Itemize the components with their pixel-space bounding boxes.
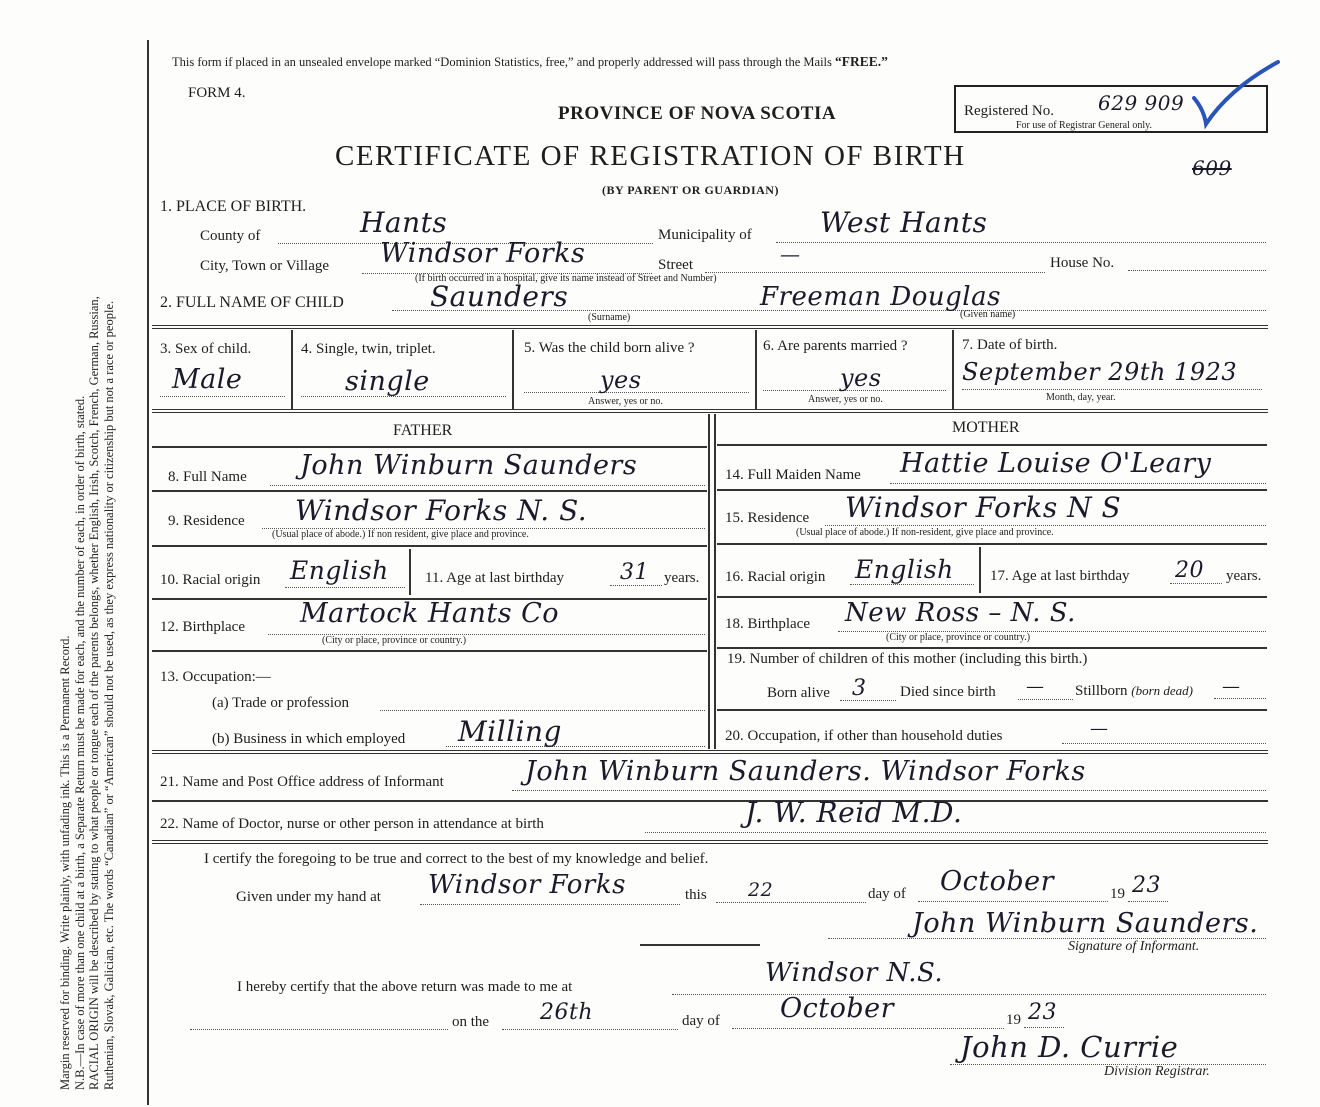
mother-children-label: 19. Number of children of this mother (including this birth.) <box>727 651 1088 667</box>
mother-heading: MOTHER <box>952 419 1020 436</box>
given-label: Given under my hand at <box>236 889 381 905</box>
margin-line-2: N.B.—In case of more than one child at a birth, a Separate Return must be made for each, and the number of each, in order of birth, stated. <box>72 395 87 1090</box>
registered-value: 629 909 <box>1098 91 1185 115</box>
father-birthplace-caption: (City or place, province or country.) <box>322 635 467 646</box>
year-prefix: 19 <box>1110 886 1125 902</box>
mother-heading-rule <box>717 444 1267 446</box>
certificate-title: CERTIFICATE OF REGISTRATION OF BIRTH <box>335 140 966 172</box>
doctor-value: J. W. Reid M.D. <box>745 796 963 829</box>
father-name-value: John Winburn Saunders <box>300 450 638 481</box>
place-of-birth-heading: 1. PLACE OF BIRTH. <box>160 198 307 215</box>
registrar-day-line <box>502 1029 678 1030</box>
mother-birthplace-rule <box>717 647 1267 649</box>
mother-age-value: 20 <box>1175 558 1204 583</box>
mother-racial-value: English <box>855 555 954 584</box>
registered-label: Registered No. <box>964 103 1054 119</box>
on-the-label: on the <box>452 1014 490 1030</box>
father-residence-value: Windsor Forks N. S. <box>295 494 588 527</box>
registrar-place-line <box>672 994 1266 995</box>
sex-value: Male <box>172 364 243 395</box>
registrar-year-line <box>1024 1027 1064 1028</box>
stillborn-note: (born dead) <box>1131 683 1194 698</box>
sex-label: 3. Sex of child. <box>160 341 252 357</box>
child-name-label: 2. FULL NAME OF CHILD <box>160 294 344 311</box>
father-residence-caption: (Usual place of abode.) If non resident, give place and province. <box>272 529 529 540</box>
month-value: October <box>940 866 1055 897</box>
dob-label: 7. Date of birth. <box>962 337 1058 353</box>
alive-value: yes <box>600 366 642 394</box>
father-mother-divider-left <box>708 414 710 749</box>
street-value: — <box>780 242 801 266</box>
divider-row-4 <box>152 750 1268 754</box>
house-label: House No. <box>1050 255 1115 271</box>
father-name-line <box>270 485 705 486</box>
father-birthplace-label: 12. Birthplace <box>160 619 245 635</box>
born-alive-line <box>840 700 896 701</box>
hospital-note: (If birth occurred in a hospital, give its name instead of Street and Number) <box>415 273 717 284</box>
stillborn-line <box>1214 698 1266 699</box>
municipality-value: West Hants <box>820 206 988 239</box>
province-heading: PROVINCE OF NOVA SCOTIA <box>558 103 837 124</box>
father-birthplace-value: Martock Hants Co <box>300 598 560 629</box>
dob-value: September 29th 1923 <box>962 358 1238 386</box>
registrar-day-of-label: day of <box>682 1013 720 1029</box>
father-occupation-label: 13. Occupation:— <box>160 669 271 685</box>
registrar-year-prefix: 19 <box>1006 1012 1021 1028</box>
county-label: County of <box>200 228 261 244</box>
father-business-label: (b) Business in which employed <box>212 731 406 747</box>
married-value: yes <box>840 364 882 392</box>
divider-row-5 <box>152 840 1268 844</box>
father-name-rule <box>152 490 707 492</box>
col-divider-4 <box>512 330 514 410</box>
alive-caption: Answer, yes or no. <box>588 396 663 407</box>
registrar-lead-line <box>190 1029 448 1030</box>
margin-border <box>147 40 149 1105</box>
born-alive-label: Born alive <box>767 685 830 701</box>
mail-note-free: “FREE.” <box>835 54 888 69</box>
informant-rule <box>152 800 1268 802</box>
father-name-label: 8. Full Name <box>168 469 247 485</box>
certify-statement: I certify the foregoing to be true and correct to the best of my knowledge and belief. <box>204 851 709 867</box>
doctor-line <box>645 832 1266 833</box>
mother-residence-value: Windsor Forks N S <box>845 491 1122 524</box>
mother-residence-line <box>825 525 1266 526</box>
stillborn-label <box>1075 683 1193 700</box>
mother-birthplace-value: New Ross – N. S. <box>845 598 1076 628</box>
month-line <box>918 901 1108 902</box>
informant-value: John Winburn Saunders. Windsor Forks <box>525 756 1086 787</box>
county-value: Hants <box>360 206 448 239</box>
street-line <box>705 272 1045 273</box>
registrar-statement: I hereby certify that the above return was made to me at <box>237 979 573 995</box>
dob-caption: Month, day, year. <box>1046 392 1116 403</box>
doctor-label: 22. Name of Doctor, nurse or other person in attendance at birth <box>160 816 544 832</box>
father-racial-divider <box>409 549 411 595</box>
city-value: Windsor Forks <box>380 238 586 269</box>
margin-line-1: Margin reserved for binding. Write plainly, with unfading ink. This is a Permanent Record. <box>58 635 72 1090</box>
died-value: — <box>1026 676 1045 697</box>
mother-occupation-line <box>1062 743 1266 744</box>
checkmark-icon <box>1190 58 1282 130</box>
mail-note-text: This form if placed in an unsealed envelope marked “Dominion Statistics, free,” and properly addressed will pass through the Mails <box>172 55 832 69</box>
plurality-value: single <box>345 366 430 397</box>
mother-occupation-label: 20. Occupation, if other than household duties <box>725 728 1003 744</box>
informant-label: 21. Name and Post Office address of Informant <box>160 774 444 790</box>
mother-residence-rule <box>717 543 1267 545</box>
registrar-month-line <box>732 1028 1004 1029</box>
divider-row-3 <box>152 409 1268 413</box>
father-business-value: Milling <box>458 715 562 748</box>
margin-line-3 <box>87 50 102 1090</box>
father-residence-label: 9. Residence <box>168 513 245 529</box>
mother-years-label: years. <box>1226 568 1262 584</box>
married-caption: Answer, yes or no. <box>808 394 883 405</box>
died-line <box>1018 699 1073 700</box>
father-age-value: 31 <box>620 560 649 585</box>
this-label: this <box>685 887 707 903</box>
divider-row-2 <box>152 325 1268 329</box>
father-racial-line <box>285 587 405 588</box>
col-divider-3 <box>291 330 293 410</box>
born-alive-value: 3 <box>852 676 867 701</box>
mother-residence-label: 15. Residence <box>725 510 810 526</box>
margin-line-4: Ruthenian, Slovak, Galician, etc. The words “Canadian” or “American” should not be used, as they express nationality or citizenship but not a race or people. <box>101 300 116 1090</box>
registrar-month-value: October <box>780 993 895 1024</box>
registrar-place-value: Windsor N.S. <box>765 958 944 988</box>
plurality-label: 4. Single, twin, triplet. <box>301 341 436 357</box>
father-birthplace-rule <box>152 650 707 652</box>
mother-name-value: Hattie Louise O'Leary <box>900 448 1212 479</box>
mother-age-label: 17. Age at last birthday <box>990 568 1130 584</box>
year-line <box>1128 901 1168 902</box>
corner-number: 609 <box>1192 156 1232 180</box>
father-age-label: 11. Age at last birthday <box>425 570 564 586</box>
dob-line <box>962 389 1262 390</box>
mother-birthplace-label: 18. Birthplace <box>725 616 810 632</box>
father-residence-rule <box>152 545 707 547</box>
year-value: 23 <box>1132 873 1161 898</box>
father-racial-value: English <box>290 556 389 585</box>
informant-signature: John Winburn Saunders. <box>912 908 1259 939</box>
registrar-note: For use of Registrar General only. <box>1016 120 1152 131</box>
mother-age-line <box>1170 583 1222 584</box>
alive-label: 5. Was the child born alive ? <box>524 340 695 356</box>
municipality-label: Municipality of <box>658 227 752 243</box>
registrar-signature: John D. Currie <box>960 1030 1179 1064</box>
signature-short-rule <box>640 944 760 946</box>
registrar-signature-caption: Division Registrar. <box>1104 1064 1210 1079</box>
mail-note <box>172 54 888 70</box>
stillborn-value: — <box>1222 676 1241 697</box>
registrar-day-value: 26th <box>540 1000 594 1025</box>
sex-line <box>160 396 285 397</box>
surname-caption: (Surname) <box>588 312 631 323</box>
mother-racial-divider <box>979 547 981 593</box>
child-given-name: Freeman Douglas <box>760 282 1001 312</box>
day-line <box>716 902 866 903</box>
col-divider-5 <box>755 330 757 410</box>
mother-racial-line <box>850 584 974 585</box>
father-age-line <box>610 585 662 586</box>
child-surname: Saunders <box>430 280 569 313</box>
street-label: Street <box>658 257 693 273</box>
father-racial-label: 10. Racial origin <box>160 572 261 588</box>
given-place-line <box>420 904 680 905</box>
day-value: 22 <box>748 879 774 901</box>
mother-birthplace-caption: (City or place, province or country.) <box>886 632 1031 643</box>
mother-children-rule <box>717 709 1267 711</box>
informant-signature-caption: Signature of Informant. <box>1068 939 1200 954</box>
father-heading-rule <box>152 446 707 448</box>
father-trade-line <box>380 710 705 711</box>
stillborn-text: Stillborn <box>1075 683 1128 699</box>
informant-line <box>512 790 1266 791</box>
father-mother-divider-right <box>714 414 716 749</box>
died-label: Died since birth <box>900 684 996 700</box>
mother-occupation-value: — <box>1090 718 1109 739</box>
married-label: 6. Are parents married ? <box>763 338 908 354</box>
father-years-label: years. <box>664 570 700 586</box>
given-place-value: Windsor Forks <box>428 870 626 900</box>
municipality-line <box>776 242 1266 243</box>
certificate-subtitle: (BY PARENT OR GUARDIAN) <box>602 183 779 197</box>
form-number: FORM 4. <box>188 85 246 101</box>
mother-name-line <box>890 483 1266 484</box>
col-divider-6 <box>952 330 954 410</box>
father-trade-label: (a) Trade or profession <box>212 695 350 711</box>
mother-residence-caption: (Usual place of abode.) If non-resident, give place and province. <box>796 527 1054 538</box>
given-caption: (Given name) <box>960 309 1016 320</box>
margin-line-3-text: RACIAL ORIGIN will be described by stating to what people or tongue each of the parents belongs, whether English, Irish, Scotch, French, German, Russian, <box>87 296 101 1090</box>
mother-name-label: 14. Full Maiden Name <box>725 467 861 483</box>
registrar-year-value: 23 <box>1028 1000 1057 1025</box>
mother-racial-label: 16. Racial origin <box>725 569 826 585</box>
day-of-label: day of <box>868 886 906 902</box>
city-label: City, Town or Village <box>200 258 330 274</box>
margin-instructions <box>58 50 116 1090</box>
father-heading: FATHER <box>393 422 453 439</box>
house-line <box>1128 270 1266 271</box>
